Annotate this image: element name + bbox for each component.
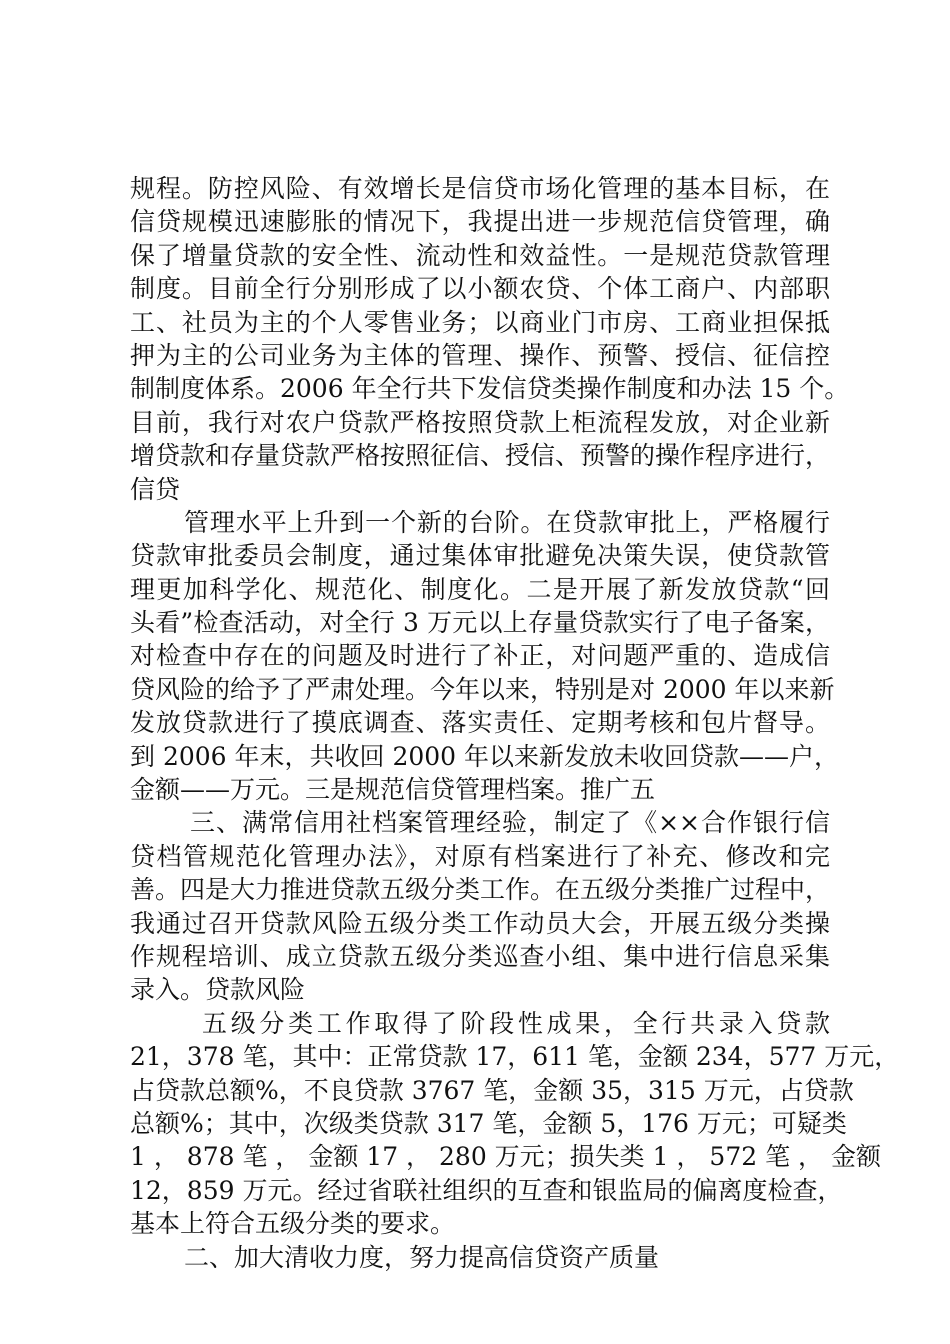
text-line: 贷款审批委员会制度，通过集体审批避免决策失误，使贷款管 [130, 541, 830, 571]
text-line: 贷风险的给予了严肃处理。今年以来，特别是对 2000 年以来新 [130, 674, 835, 704]
text-line: 我通过召开贷款风险五级分类工作动员大会，开展五级分类操 [130, 908, 830, 938]
text-line: 制度。目前全行分别形成了以小额农贷、个体工商户、内部职 [130, 274, 830, 304]
text-line: 占贷款总额%，不良贷款 3767 笔，金额 35，315 万元，占贷款 [130, 1075, 854, 1105]
text-line: 录入。贷款风险 [130, 975, 306, 1005]
text-line: 信贷规模迅速膨胀的情况下，我提出进一步规范信贷管理，确 [130, 207, 830, 237]
text-line: 12，859 万元。经过省联社组织的互查和银监局的偏离度检查， [130, 1175, 843, 1205]
text-line: 1 ， 878 笔 ， 金额 17 ， 280 万元；损失类 1 ， 572 笔 ， 金额 [130, 1142, 881, 1172]
text-line: 贷档管规范化管理办法》，对原有档案进行了补充、修改和完 [130, 841, 830, 871]
text-line: 金额——万元。三是规范信贷管理档案。推广五 [130, 775, 656, 805]
paragraph-start-line: 管理水平上升到一个新的台阶。在贷款审批上，严格履行 [184, 507, 830, 537]
text-line: 头看”检查活动，对全行 3 万元以上存量贷款实行了电子备案， [130, 608, 830, 638]
text-line: 总额%；其中，次级类贷款 317 笔，金额 5，176 万元；可疑类 [130, 1108, 847, 1138]
text-line: 押为主的公司业务为主体的管理、操作、预警、授信、征信控 [130, 340, 830, 370]
text-line: 增贷款和存量贷款严格按照征信、授信、预警的操作程序进行， [130, 441, 831, 471]
text-line: 对检查中存在的问题及时进行了补正，对问题严重的、造成信 [130, 641, 830, 671]
text-line: 目前，我行对农户贷款严格按照贷款上柜流程发放，对企业新 [130, 407, 830, 437]
text-line: 21，378 笔，其中：正常贷款 17，611 笔，金额 234，577 万元， [130, 1042, 900, 1072]
paragraph-start-line: 五级分类工作取得了阶段性成果，全行共录入贷款 [202, 1008, 830, 1038]
text-line: 善。四是大力推进贷款五级分类工作。在五级分类推广过程中， [130, 875, 831, 905]
paragraph-start-line: 三、满常信用社档案管理经验，制定了《××合作银行信 [190, 808, 830, 838]
text-line: 理更加科学化、规范化、制度化。二是开展了新发放贷款“回 [130, 574, 830, 604]
text-line: 基本上符合五级分类的要求。 [130, 1209, 456, 1239]
text-line: 到 2006 年末，共收回 2000 年以来新发放未收回贷款——户， [130, 741, 840, 771]
text-line: 制制度体系。2006 年全行共下发信贷类操作制度和办法 15 个。 [130, 374, 850, 404]
text-line: 工、社员为主的个人零售业务；以商业门市房、工商业担保抵 [130, 307, 830, 337]
text-line: 发放贷款进行了摸底调查、落实责任、定期考核和包片督导。 [130, 708, 830, 738]
text-line: 作规程培训、成立贷款五级分类巡查小组、集中进行信息采集 [130, 941, 830, 971]
text-line: 保了增量贷款的安全性、流动性和效益性。一是规范贷款管理 [130, 240, 830, 270]
document-body [130, 172, 900, 1274]
text-line: 规程。防控风险、有效增长是信贷市场化管理的基本目标，在 [130, 174, 830, 203]
section-heading: 二、加大清收力度，努力提高信贷资产质量 [184, 1242, 660, 1272]
text-line: 信贷 [130, 474, 181, 504]
